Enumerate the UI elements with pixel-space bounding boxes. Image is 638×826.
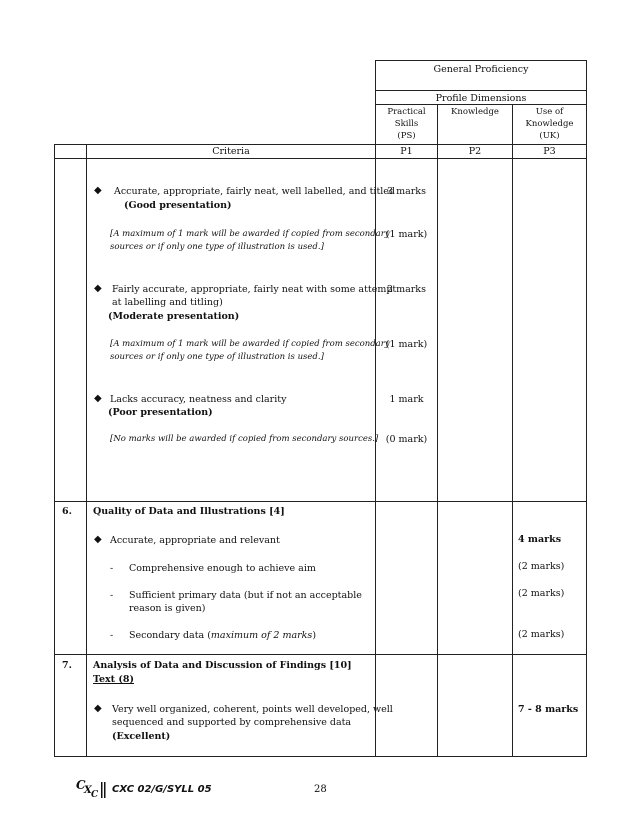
p3-heading: P3 <box>543 146 556 157</box>
criterion-text: sequenced and supported by comprehensive data <box>112 717 352 728</box>
criterion-text-italic: maximum of 2 marks <box>210 630 313 641</box>
svg-text:X: X <box>84 785 92 796</box>
criterion-text: (Excellent) <box>112 731 171 742</box>
moderate-note-marks: (1 mark) <box>385 339 428 350</box>
rule <box>54 144 55 757</box>
svg-text:C: C <box>76 778 86 792</box>
section-title: Quality of Data and Illustrations [4] <box>93 506 285 517</box>
syllabus-code: CXC 02/G/SYLL 05 <box>112 784 212 795</box>
good-line-1: Accurate, appropriate, fairly neat, well labelled, and titled <box>114 186 396 197</box>
criterion-marks: (2 marks) <box>518 561 565 572</box>
good-note-1: [A maximum of 1 mark will be awarded if copied from secondary <box>110 229 390 239</box>
criterion-text-part: Secondary data ( <box>129 630 211 641</box>
dash-bullet: - <box>110 563 114 574</box>
criterion-marks: 7 - 8 marks <box>518 704 579 715</box>
diamond-bullet-icon: ◆ <box>94 393 102 404</box>
general-proficiency: General Proficiency <box>433 64 529 75</box>
poor-line-2: (Poor presentation) <box>108 407 213 418</box>
rule <box>437 104 438 757</box>
page-number: 28 <box>314 784 327 795</box>
header-uk-line: Knowledge <box>525 119 574 129</box>
diamond-bullet-icon: ◆ <box>94 283 102 294</box>
section-number: 6. <box>62 506 72 517</box>
criterion-marks: 4 marks <box>518 534 562 545</box>
header-uk-line: Use of <box>535 107 564 117</box>
criterion-text: Very well organized, coherent, points well developed, well <box>112 704 393 715</box>
moderate-note-1: [A maximum of 1 mark will be awarded if copied from secondary <box>110 339 390 349</box>
rule <box>375 60 587 61</box>
header-knowledge: Knowledge <box>451 107 499 117</box>
dash-bullet: - <box>110 630 114 641</box>
poor-line-1: Lacks accuracy, neatness and clarity <box>110 394 287 405</box>
moderate-line-3: (Moderate presentation) <box>108 311 240 322</box>
diamond-bullet-icon: ◆ <box>94 703 102 714</box>
rule <box>54 756 587 757</box>
good-line-2: (Good presentation) <box>124 200 232 211</box>
poor-note-marks: (0 mark) <box>385 434 428 445</box>
rule <box>54 654 587 655</box>
subsection-title: Text (8) <box>93 674 134 685</box>
svg-text:C: C <box>91 790 99 798</box>
rule <box>54 501 587 502</box>
moderate-line-1: Fairly accurate, appropriate, fairly neat with some attempt <box>112 284 397 295</box>
moderate-note-2: sources or if only one type of illustration is used.] <box>110 352 324 362</box>
rule <box>54 158 587 159</box>
p2-heading: P2 <box>468 146 482 157</box>
header-ps <box>376 106 437 142</box>
criterion-text: Comprehensive enough to achieve aim <box>129 563 316 574</box>
section-title: Analysis of Data and Discussion of Findings [10] <box>93 660 352 671</box>
moderate-line-2: at labelling and titling) <box>112 297 223 308</box>
rule <box>512 104 513 757</box>
section-number: 7. <box>62 660 72 671</box>
header-ps-line: Skills <box>394 119 419 129</box>
rule <box>375 60 376 757</box>
rule <box>375 90 587 91</box>
rule <box>86 144 87 757</box>
diamond-bullet-icon: ◆ <box>94 185 102 196</box>
header-ps-line: (PS) <box>397 131 416 141</box>
cxc-logo <box>76 776 106 798</box>
p1-heading: P1 <box>400 146 413 157</box>
criterion-text: Accurate, appropriate and relevant <box>110 535 280 546</box>
header-uk <box>513 106 586 142</box>
good-marks: 3 marks <box>387 186 426 197</box>
profile-dimensions: Profile Dimensions <box>435 93 527 104</box>
poor-note: [No marks will be awarded if copied from secondary sources.] <box>110 434 379 444</box>
criterion-text <box>129 629 316 642</box>
poor-marks: 1 mark <box>389 394 424 405</box>
criterion-text-part: ) <box>312 630 317 641</box>
diamond-bullet-icon: ◆ <box>94 534 102 545</box>
header-uk-line: (UK) <box>539 131 560 141</box>
moderate-marks: 2 marks <box>387 284 426 295</box>
good-note-marks: (1 mark) <box>385 229 428 240</box>
dash-bullet: - <box>110 590 114 601</box>
criterion-text: Sufficient primary data (but if not an acceptable <box>129 590 362 601</box>
header-ps-line: Practical <box>387 107 426 117</box>
criterion-marks: (2 marks) <box>518 629 565 640</box>
criterion-text: reason is given) <box>129 603 206 614</box>
criteria-heading: Criteria <box>212 146 250 157</box>
rule <box>586 60 587 757</box>
good-note-2: sources or if only one type of illustration is used.] <box>110 242 324 252</box>
criterion-marks: (2 marks) <box>518 588 565 599</box>
